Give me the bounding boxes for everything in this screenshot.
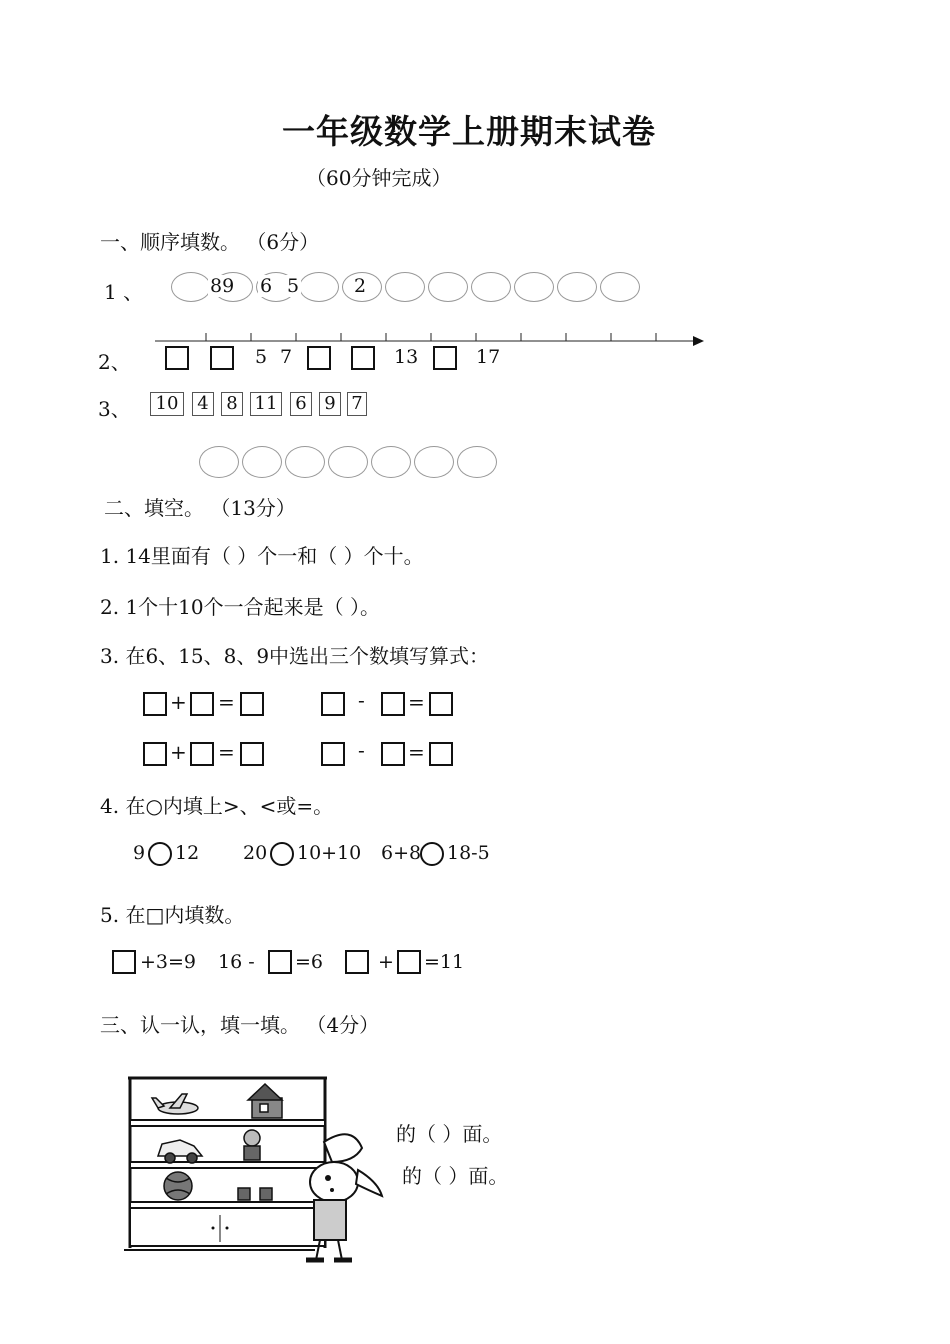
s1-q1-label: 1 、 [104,280,144,304]
answer-box[interactable] [345,950,369,974]
section3-heading [100,1009,379,1038]
number-card: 6 [290,392,312,416]
s3-line2: 的（ ）面。 [402,1164,509,1188]
s2-q1: 1. 14里面有（ ）个一和（ ）个十。 [100,544,424,568]
s2-q3: 3. 在6、15、8、9中选出三个数填写算式： [100,644,490,668]
answer-box[interactable] [143,742,167,766]
answer-oval[interactable] [385,272,425,302]
s2-q4: 4. 在○内填上>、<或=。 [100,794,334,818]
seq-number: 6 [260,275,273,297]
answer-box[interactable] [307,346,331,370]
answer-oval[interactable] [371,446,411,478]
equals-sign: = [408,690,425,714]
answer-oval[interactable] [199,446,239,478]
minus-sign: - [358,738,365,762]
compare-circle[interactable] [270,842,294,866]
line-number: 7 [280,346,293,368]
equals-sign: = [408,740,425,764]
section1-heading [100,226,319,255]
answer-box[interactable] [112,950,136,974]
s2-q5: 5. 在□内填数。 [100,903,245,927]
section3-title: 三、认一认，填一填。 [100,1013,300,1037]
answer-box[interactable] [165,346,189,370]
number-card: 8 [221,392,243,416]
number-line [150,328,710,348]
answer-oval[interactable] [471,272,511,302]
line-number: 13 [394,346,419,368]
answer-box[interactable] [190,742,214,766]
number-card: 4 [192,392,214,416]
equals-sign: = [218,740,235,764]
number-card: 11 [250,392,282,416]
answer-box[interactable] [381,692,405,716]
section3-points: （4分） [306,1013,380,1037]
section2-heading [104,492,296,521]
fill-eq-a: +3=9 [140,951,197,973]
answer-oval[interactable] [600,272,640,302]
number-card: 7 [347,392,367,416]
compare-left: 20 [243,842,268,864]
seq-number: 5 [287,275,300,297]
s3-line1: 的（ ）面。 [396,1122,503,1146]
fill-eq-c-post: =11 [424,951,465,973]
answer-oval[interactable] [171,272,211,302]
section2-title: 二、填空。 [104,496,204,520]
plus-sign: + [170,740,187,764]
answer-box[interactable] [433,346,457,370]
compare-left: 6+8 [381,842,422,864]
answer-box[interactable] [429,742,453,766]
answer-box[interactable] [351,346,375,370]
number-card: 10 [150,392,184,416]
seq-number: 2 [354,275,367,297]
answer-box[interactable] [210,346,234,370]
answer-box[interactable] [268,950,292,974]
compare-circle[interactable] [148,842,172,866]
answer-oval[interactable] [414,446,454,478]
answer-box[interactable] [240,742,264,766]
compare-circle[interactable] [420,842,444,866]
answer-box[interactable] [190,692,214,716]
answer-oval[interactable] [428,272,468,302]
answer-box[interactable] [397,950,421,974]
answer-oval[interactable] [285,446,325,478]
answer-box[interactable] [321,742,345,766]
line-number: 5 [255,346,268,368]
section1-points: （6分） [246,230,320,254]
answer-oval[interactable] [328,446,368,478]
seq-number: 89 [210,275,235,297]
line-number: 17 [476,346,501,368]
s1-q2-label: 2、 [98,350,131,374]
fill-eq-c-mid: + [378,951,394,973]
answer-box[interactable] [240,692,264,716]
minus-sign: - [358,688,365,712]
answer-box[interactable] [381,742,405,766]
page-title: 一年级数学上册期末试卷 [282,112,656,151]
answer-oval[interactable] [242,446,282,478]
answer-oval[interactable] [457,446,497,478]
shelf-illustration [120,1070,390,1265]
section1-title: 一、顺序填数。 [100,230,240,254]
answer-box[interactable] [429,692,453,716]
compare-right: 10+10 [297,842,362,864]
s1-q3-label: 3、 [98,397,131,421]
plus-sign: + [170,690,187,714]
page-subtitle: （60分钟完成） [306,166,452,190]
fill-eq-b-pre: 16 - [218,951,255,973]
section2-points: （13分） [210,496,296,520]
number-card: 9 [319,392,341,416]
compare-left: 9 [133,842,146,864]
compare-right: 18-5 [447,842,490,864]
answer-oval[interactable] [299,272,339,302]
s2-q2: 2. 1个十10个一合起来是（ ）。 [100,595,380,619]
compare-right: 12 [175,842,200,864]
answer-oval[interactable] [557,272,597,302]
answer-oval[interactable] [514,272,554,302]
answer-box[interactable] [143,692,167,716]
equals-sign: = [218,690,235,714]
answer-box[interactable] [321,692,345,716]
fill-eq-b-post: =6 [295,951,324,973]
